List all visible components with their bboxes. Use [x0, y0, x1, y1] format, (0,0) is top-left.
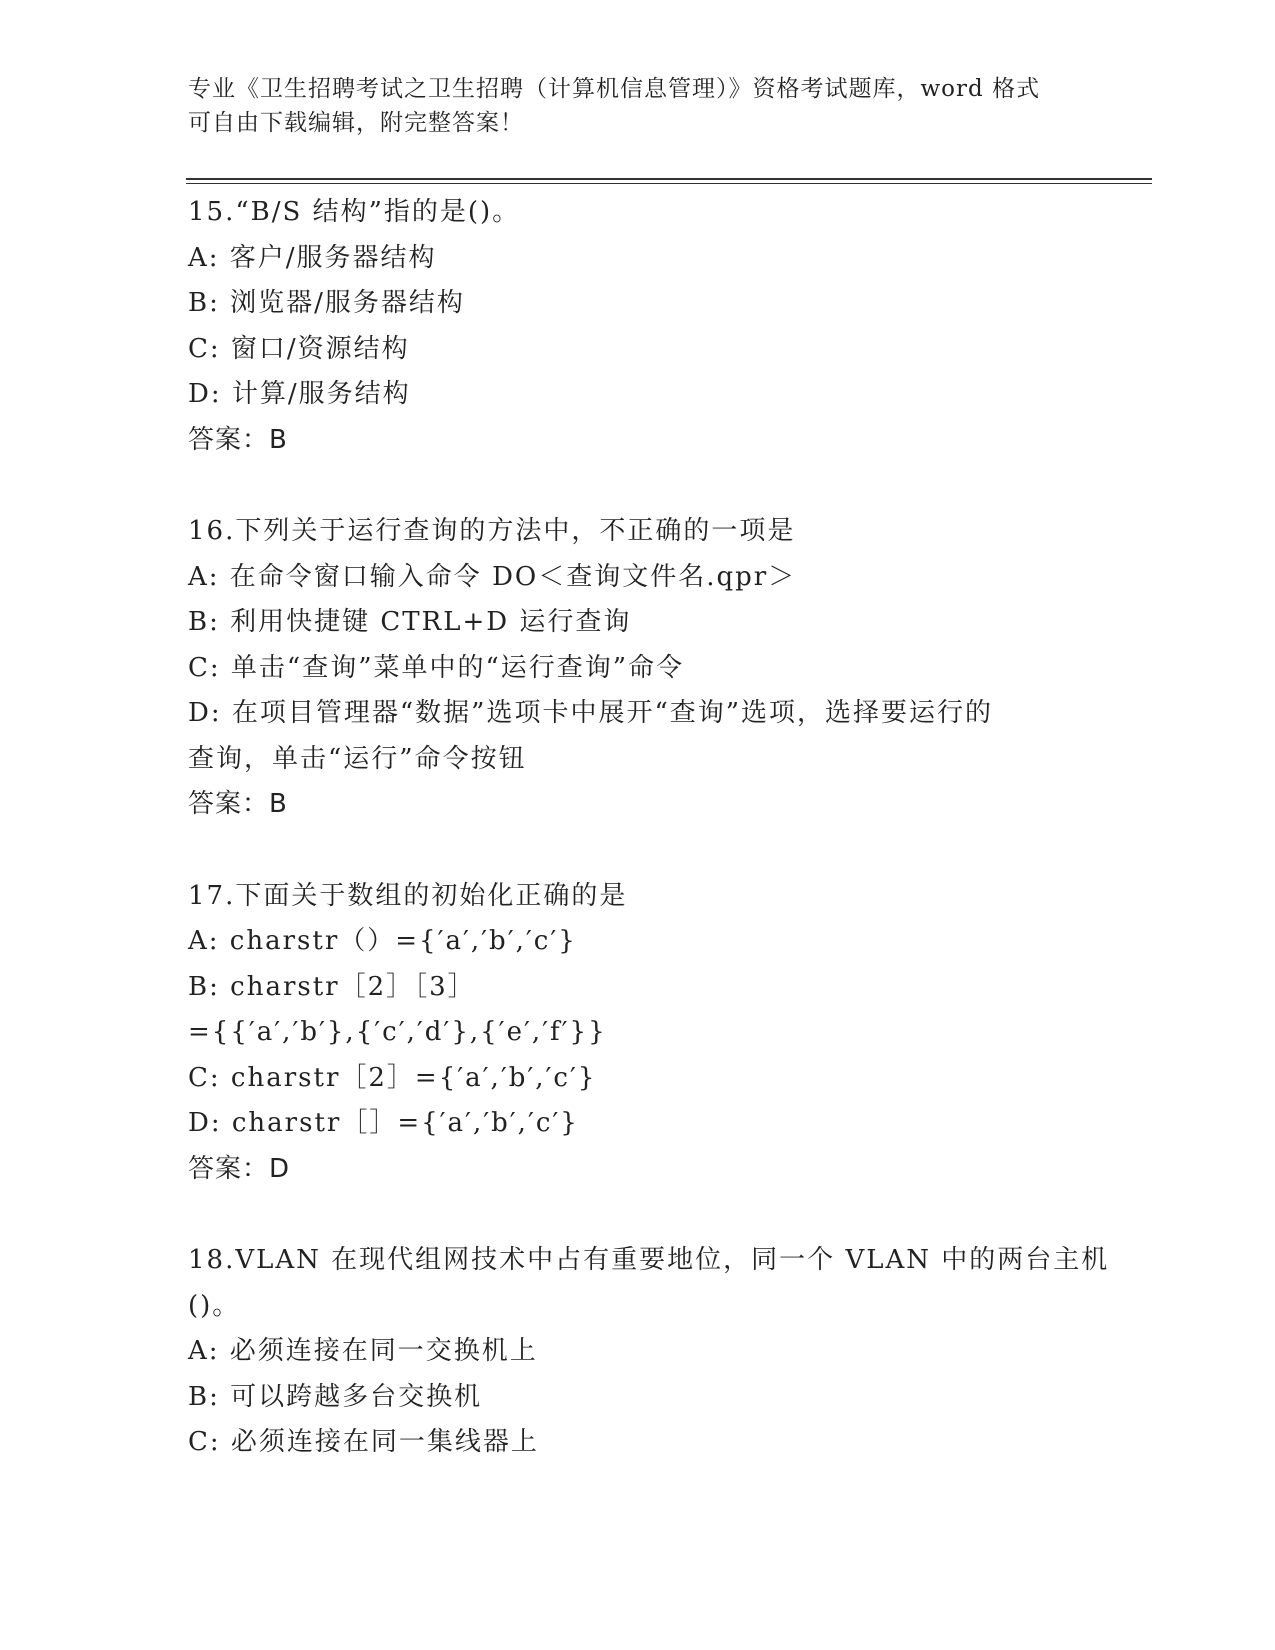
option-d: D: 计算/服务结构	[188, 379, 411, 409]
header-divider-thick	[186, 178, 1152, 180]
question-stem-continued: ()。	[188, 1290, 241, 1321]
header-line-1: 专业《卫生招聘考试之卫生招聘（计算机信息管理）》资格考试题库，word 格式	[188, 76, 1041, 102]
question-list	[188, 190, 1110, 1512]
header-divider-thin	[186, 183, 1152, 184]
question-stem: 15.“B/S 结构”指的是()。	[188, 197, 521, 227]
option-c: C: charstr［2］={′a′,′b′,′c′}	[188, 1062, 597, 1093]
option-d: D: charstr［］={′a′,′b′,′c′}	[188, 1108, 579, 1138]
option-a: A: 必须连接在同一交换机上	[188, 1336, 538, 1366]
option-c: C: 单击“查询”菜单中的“运行查询”命令	[188, 652, 685, 683]
document-header	[188, 72, 1088, 140]
answer-line: 答案：B	[188, 789, 288, 819]
option-a: A: 在命令窗口输入命令 DO＜查询文件名.qpr＞	[188, 561, 797, 592]
option-a: A: charstr（）={′a′,′b′,′c′}	[188, 926, 577, 956]
question-stem: 18.VLAN 在现代组网技术中占有重要地位，同一个 VLAN 中的两台主机	[188, 1245, 1110, 1275]
question-16	[188, 509, 1088, 828]
answer-line: 答案：B	[188, 424, 288, 455]
question-stem: 17.下面关于数组的初始化正确的是	[188, 880, 628, 911]
question-stem: 16.下列关于运行查询的方法中，不正确的一项是	[188, 516, 796, 546]
option-c: C: 必须连接在同一集线器上	[188, 1427, 539, 1457]
option-a: A: 客户/服务器结构	[188, 242, 437, 273]
option-d-continued: 查询，单击“运行”命令按钮	[188, 743, 527, 774]
answer-line: 答案：D	[188, 1153, 291, 1184]
option-b-continued: ={{′a′,′b′},{′c′,′d′},{′e′,′f′}}	[188, 1017, 607, 1047]
question-15	[188, 190, 1088, 463]
header-line-2: 可自由下载编辑，附完整答案！	[188, 110, 524, 136]
question-17	[188, 874, 1088, 1193]
option-c: C: 窗口/资源结构	[188, 333, 410, 364]
option-d: D: 在项目管理器“数据”选项卡中展开“查询”选项，选择要运行的	[188, 698, 994, 728]
option-b: B: 浏览器/服务器结构	[188, 288, 465, 318]
option-b: B: 利用快捷键 CTRL+D 运行查询	[188, 607, 632, 637]
option-b: B: charstr［2］［3］	[188, 971, 476, 1002]
option-b: B: 可以跨越多台交换机	[188, 1381, 483, 1412]
question-18	[188, 1238, 1110, 1466]
